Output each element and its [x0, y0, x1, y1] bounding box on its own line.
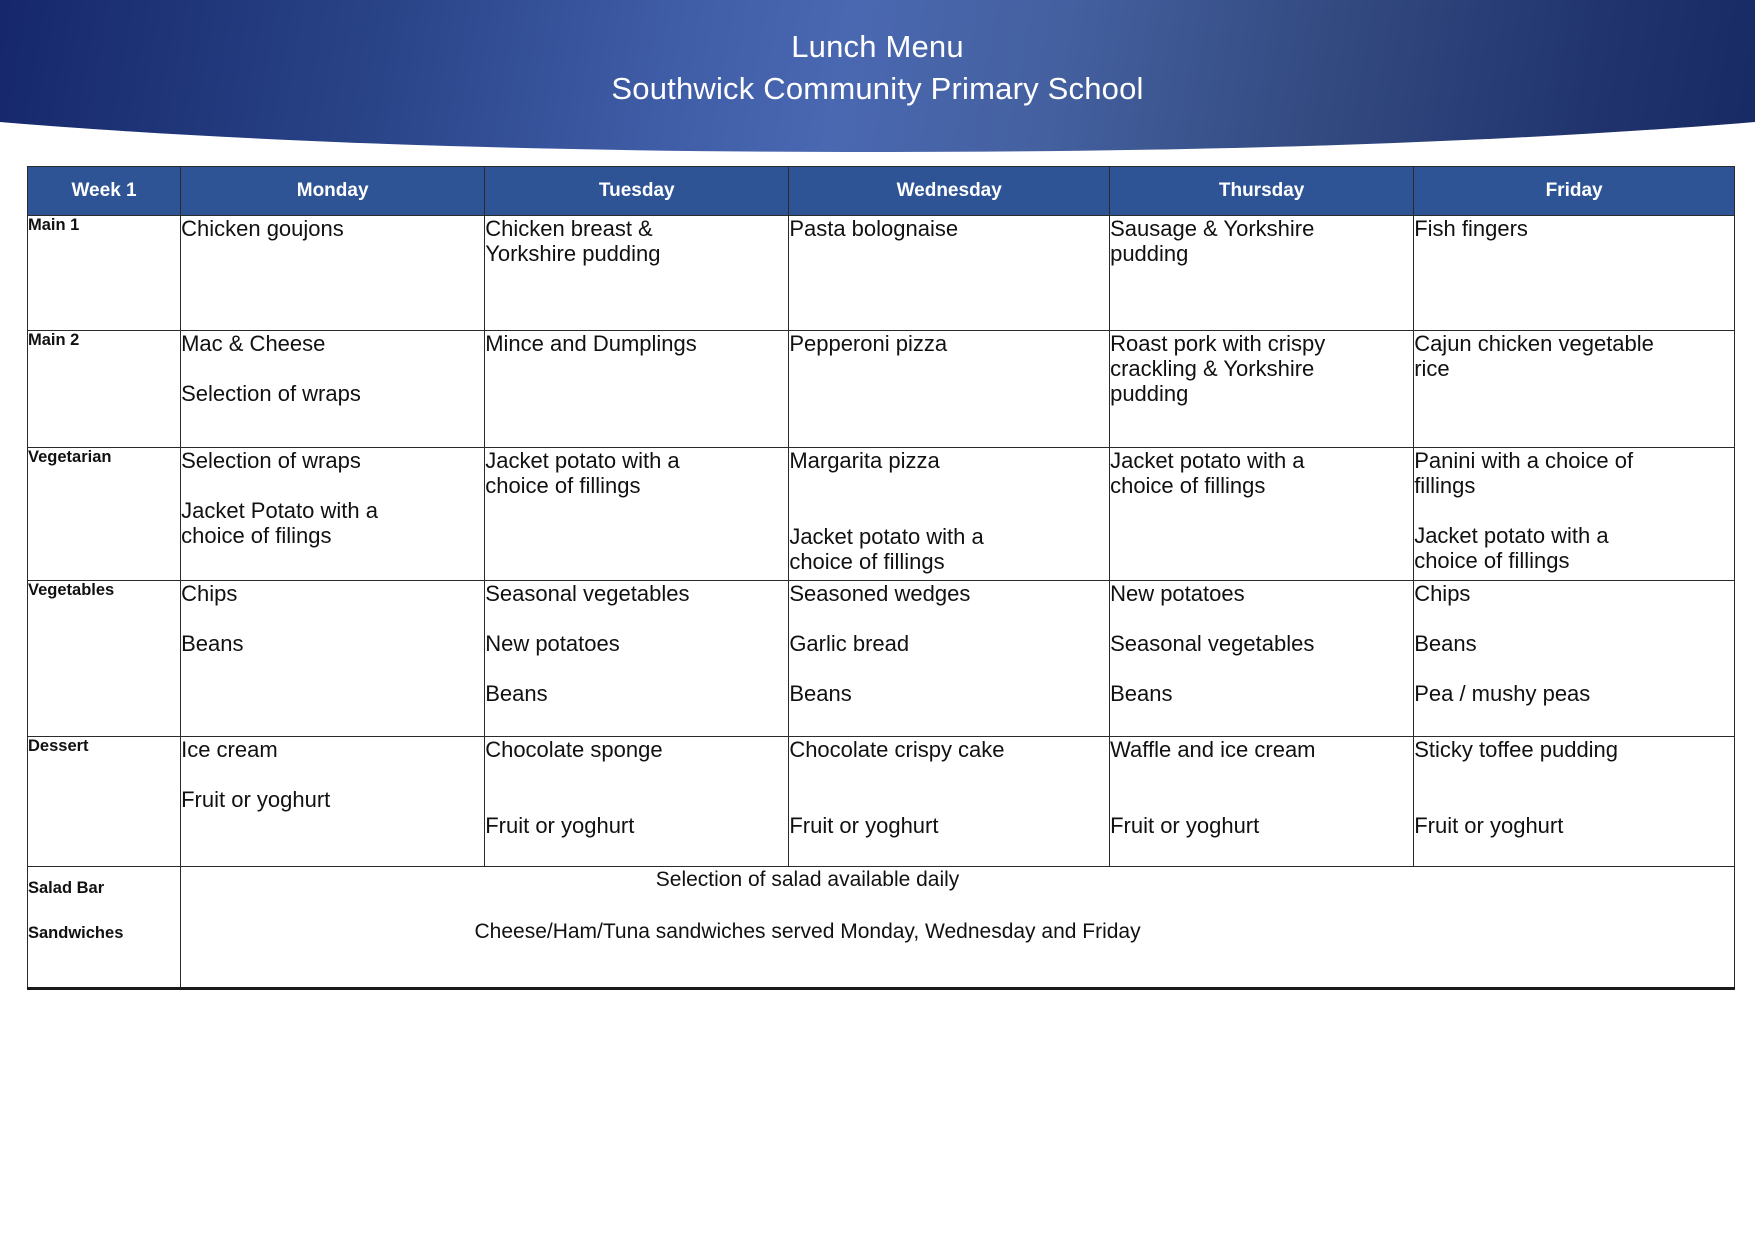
row-label-line1: Salad Bar: [28, 879, 105, 897]
banner-title-line1: Lunch Menu: [791, 29, 964, 64]
cell-vegetarian-wednesday: [789, 448, 1110, 581]
salad-note-line1: Selection of salad available daily: [655, 868, 960, 891]
menu-item: Fruit or yoghurt: [485, 813, 635, 838]
cell-main2-wednesday: [789, 331, 1110, 448]
table-row-dessert: [28, 737, 1735, 867]
cell-vegetarian-friday: [1414, 448, 1735, 581]
menu-item-cont: choice of fillings: [1414, 548, 1570, 573]
menu-item-cont: fillings: [1414, 473, 1476, 498]
menu-item: Chips: [1414, 581, 1471, 606]
menu-item: Jacket Potato with a: [181, 498, 378, 523]
table-header-row: [28, 167, 1735, 216]
cell-main2-thursday: [1110, 331, 1414, 448]
menu-item: Seasoned wedges: [789, 581, 971, 606]
cell-salad-bar-note: [181, 867, 1735, 989]
cell-vegetables-wednesday: [789, 581, 1110, 737]
cell-vegetarian-thursday: [1110, 448, 1414, 581]
menu-item: Beans: [1110, 681, 1173, 706]
menu-item: Panini with a choice of: [1414, 448, 1634, 473]
header-cell-week: Week 1: [28, 167, 181, 216]
row-label-vegetarian: Vegetarian: [28, 448, 181, 581]
row-label-salad-bar: [28, 867, 181, 989]
menu-item-cont: choice of fillings: [485, 473, 641, 498]
menu-item: Chicken breast &: [485, 216, 653, 241]
menu-item: Beans: [181, 631, 244, 656]
row-label-main2: Main 2: [28, 331, 181, 448]
menu-item: Waffle and ice cream: [1110, 737, 1316, 762]
row-label-vegetables: Vegetables: [28, 581, 181, 737]
menu-item-cont: choice of fillings: [1110, 473, 1266, 498]
menu-item: Beans: [789, 681, 852, 706]
cell-main2-tuesday: [485, 331, 789, 448]
menu-item: Pea / mushy peas: [1414, 681, 1591, 706]
table-row-salad-bar: [28, 867, 1735, 989]
menu-item: Seasonal vegetables: [1110, 631, 1315, 656]
menu-item: Pasta bolognaise: [789, 216, 959, 241]
lunch-menu-table: [27, 166, 1735, 990]
table-row-main2: [28, 331, 1735, 448]
menu-item-cont: pudding: [1110, 381, 1189, 406]
cell-dessert-monday: [181, 737, 485, 867]
header-cell-thursday: Thursday: [1110, 167, 1414, 216]
menu-item-cont: choice of filings: [181, 523, 332, 548]
cell-main1-thursday: [1110, 216, 1414, 331]
menu-item: Selection of wraps: [181, 448, 361, 473]
cell-dessert-thursday: [1110, 737, 1414, 867]
menu-item: Fruit or yoghurt: [1414, 813, 1564, 838]
menu-item: Selection of wraps: [181, 381, 361, 406]
menu-item: Garlic bread: [789, 631, 910, 656]
menu-item: Fruit or yoghurt: [181, 787, 331, 812]
menu-item: Fruit or yoghurt: [1110, 813, 1260, 838]
cell-dessert-friday: [1414, 737, 1735, 867]
menu-item: Ice cream: [181, 737, 278, 762]
menu-item: Jacket potato with a: [485, 448, 680, 473]
cell-main1-friday: [1414, 216, 1735, 331]
header-cell-tuesday: Tuesday: [485, 167, 789, 216]
menu-item: Jacket potato with a: [1110, 448, 1305, 473]
header-cell-wednesday: Wednesday: [789, 167, 1110, 216]
menu-item: Beans: [485, 681, 548, 706]
menu-item: Sticky toffee pudding: [1414, 737, 1619, 762]
menu-item-cont: Yorkshire pudding: [485, 241, 661, 266]
menu-item: Pepperoni pizza: [789, 331, 948, 356]
menu-item: Chocolate crispy cake: [789, 737, 1005, 762]
menu-item: Margarita pizza: [789, 448, 940, 473]
menu-item: Jacket potato with a: [1414, 523, 1609, 548]
cell-dessert-tuesday: [485, 737, 789, 867]
banner-title-line2: Southwick Community Primary School: [611, 71, 1144, 106]
cell-vegetarian-monday: [181, 448, 485, 581]
cell-vegetables-thursday: [1110, 581, 1414, 737]
cell-main1-wednesday: [789, 216, 1110, 331]
menu-item: Cajun chicken vegetable: [1414, 331, 1654, 356]
cell-vegetables-friday: [1414, 581, 1735, 737]
menu-item: Chicken goujons: [181, 216, 344, 241]
menu-item-cont: choice of fillings: [789, 549, 945, 574]
lunch-menu-table-wrapper: [27, 166, 1735, 990]
cell-main2-friday: [1414, 331, 1735, 448]
salad-note-line2: Cheese/Ham/Tuna sandwiches served Monday, Wednesday and Friday: [474, 920, 1141, 943]
cell-dessert-wednesday: [789, 737, 1110, 867]
row-label-main1: Main 1: [28, 216, 181, 331]
table-row-vegetables: [28, 581, 1735, 737]
menu-item: Mac & Cheese: [181, 331, 326, 356]
cell-main1-monday: [181, 216, 485, 331]
menu-item: Mince and Dumplings: [485, 331, 697, 356]
menu-item: New potatoes: [485, 631, 620, 656]
menu-item: Beans: [1414, 631, 1477, 656]
table-row-main1: [28, 216, 1735, 331]
menu-item-cont: pudding: [1110, 241, 1189, 266]
menu-item: Seasonal vegetables: [485, 581, 690, 606]
row-label-line2: Sandwiches: [28, 924, 124, 942]
header-cell-monday: Monday: [181, 167, 485, 216]
row-label-dessert: Dessert: [28, 737, 181, 867]
cell-vegetarian-tuesday: [485, 448, 789, 581]
menu-item: Fish fingers: [1414, 216, 1528, 241]
table-row-vegetarian: [28, 448, 1735, 581]
cell-main2-monday: [181, 331, 485, 448]
cell-vegetables-monday: [181, 581, 485, 737]
menu-item: Fruit or yoghurt: [789, 813, 939, 838]
header-cell-friday: Friday: [1414, 167, 1735, 216]
menu-item: Jacket potato with a: [789, 524, 984, 549]
banner-title-block: [0, 26, 1755, 110]
menu-item: Chips: [181, 581, 238, 606]
menu-item-cont: rice: [1414, 356, 1450, 381]
menu-item-cont: crackling & Yorkshire: [1110, 356, 1315, 381]
page-banner: [0, 0, 1755, 152]
menu-item: Sausage & Yorkshire: [1110, 216, 1315, 241]
cell-main1-tuesday: [485, 216, 789, 331]
menu-item: Roast pork with crispy: [1110, 331, 1326, 356]
menu-item: New potatoes: [1110, 581, 1245, 606]
menu-item: Chocolate sponge: [485, 737, 663, 762]
cell-vegetables-tuesday: [485, 581, 789, 737]
